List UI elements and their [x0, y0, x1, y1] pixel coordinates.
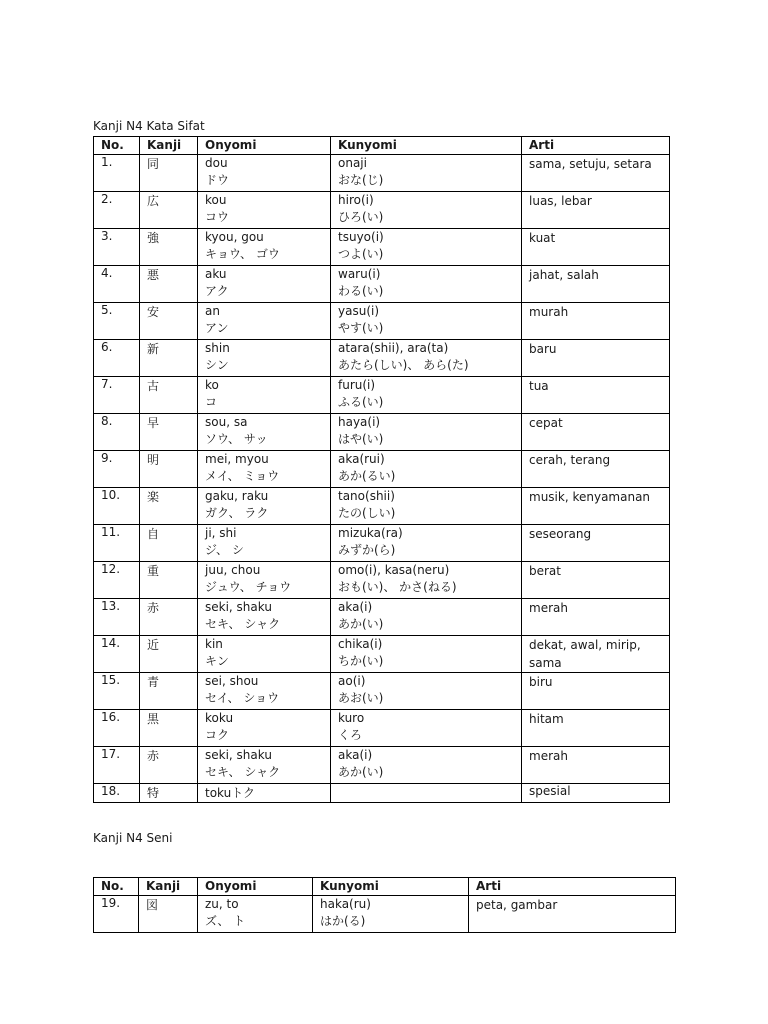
kunyomi-kana: あか(い) [338, 617, 384, 631]
header-onyomi: Onyomi [198, 137, 331, 155]
kunyomi-kana: あか(るい) [338, 469, 396, 483]
onyomi-kana: メイ、 ミョウ [205, 469, 280, 483]
kunyomi-romaji: mizuka(ra) [338, 526, 403, 540]
onyomi-cell [198, 155, 331, 192]
kunyomi-cell [331, 636, 522, 673]
row-number: 7. [94, 377, 140, 414]
onyomi-romaji: shin [205, 341, 230, 355]
onyomi-cell [198, 562, 331, 599]
arti-cell [522, 451, 670, 488]
onyomi-romaji: ko [205, 378, 219, 392]
header-onyomi: Onyomi [198, 878, 313, 896]
onyomi-cell [198, 451, 331, 488]
arti-cell [522, 266, 670, 303]
kunyomi-cell [331, 229, 522, 266]
kanji-cell: 黒 [140, 710, 198, 747]
table-row [94, 488, 670, 525]
kunyomi-cell [331, 673, 522, 710]
header-no: No. [94, 137, 140, 155]
table-row [94, 784, 670, 803]
onyomi-romaji: gaku, raku [205, 489, 269, 503]
kanji-cell: 早 [140, 414, 198, 451]
kanji-cell: 図 [139, 896, 198, 933]
table-header-row [94, 878, 676, 896]
kanji-cell: 近 [140, 636, 198, 673]
header-no: No. [94, 878, 139, 896]
table-header-row [94, 137, 670, 155]
onyomi-cell [198, 229, 331, 266]
kunyomi-romaji: tsuyo(i) [338, 230, 384, 244]
onyomi-kana: ガク、 ラク [205, 506, 269, 520]
onyomi-kana: コ [205, 395, 218, 409]
kunyomi-romaji: aka(i) [338, 748, 373, 762]
kanji-cell: 古 [140, 377, 198, 414]
table-row [94, 525, 670, 562]
kunyomi-romaji: aka(rui) [338, 452, 385, 466]
onyomi-romaji: an [205, 304, 220, 318]
onyomi-kana: ジ、 シ [205, 543, 244, 557]
table-row [94, 229, 670, 266]
onyomi-kana: アク [205, 284, 229, 298]
kunyomi-romaji: hiro(i) [338, 193, 374, 207]
kunyomi-romaji: onaji [338, 156, 367, 170]
kunyomi-cell [331, 747, 522, 784]
onyomi-cell [198, 896, 313, 933]
kanji-cell: 青 [140, 673, 198, 710]
table-row [94, 377, 670, 414]
kunyomi-kana: おな(じ) [338, 173, 384, 187]
kanji-cell: 広 [140, 192, 198, 229]
arti-text: musik, kenyamanan [529, 490, 651, 504]
arti-text: murah [529, 305, 569, 319]
row-number: 5. [94, 303, 140, 340]
onyomi-cell [198, 488, 331, 525]
row-number: 2. [94, 192, 140, 229]
kunyomi-romaji: omo(i), kasa(neru) [338, 563, 450, 577]
row-number: 3. [94, 229, 140, 266]
kunyomi-cell [331, 784, 522, 803]
onyomi-kana: ドウ [205, 173, 230, 187]
kanji-cell: 特 [140, 784, 198, 803]
onyomi-cell [198, 414, 331, 451]
kanji-table-kata-sifat [93, 136, 670, 803]
arti-text: hitam [529, 712, 564, 726]
onyomi-cell [198, 673, 331, 710]
arti-cell [522, 599, 670, 636]
table-row [94, 636, 670, 673]
onyomi-romaji: kin [205, 637, 223, 651]
table-row [94, 303, 670, 340]
arti-text: sama, setuju, setara [529, 157, 652, 171]
kunyomi-cell [331, 562, 522, 599]
kanji-cell: 強 [140, 229, 198, 266]
kunyomi-kana: あお(い) [338, 691, 384, 705]
kunyomi-romaji: chika(i) [338, 637, 383, 651]
onyomi-cell [198, 377, 331, 414]
table-row [94, 599, 670, 636]
row-number: 4. [94, 266, 140, 303]
kunyomi-cell [331, 488, 522, 525]
onyomi-cell [198, 710, 331, 747]
table-row [94, 673, 670, 710]
onyomi-romaji: seki, shaku [205, 600, 272, 614]
kanji-cell: 赤 [140, 599, 198, 636]
row-number: 13. [94, 599, 140, 636]
kanji-cell: 悪 [140, 266, 198, 303]
table-row [94, 562, 670, 599]
header-kunyomi: Kunyomi [313, 878, 469, 896]
onyomi-cell: tokuトク [198, 784, 331, 803]
onyomi-romaji: mei, myou [205, 452, 269, 466]
onyomi-cell [198, 747, 331, 784]
kunyomi-romaji: atara(shii), ara(ta) [338, 341, 449, 355]
row-number: 6. [94, 340, 140, 377]
arti-cell [522, 488, 670, 525]
arti-cell [522, 562, 670, 599]
table-row [94, 747, 670, 784]
header-arti: Arti [469, 878, 676, 896]
row-number: 8. [94, 414, 140, 451]
row-number: 19. [94, 896, 139, 933]
arti-text: merah [529, 749, 568, 763]
table-row [94, 266, 670, 303]
arti-cell [522, 525, 670, 562]
arti-cell [522, 229, 670, 266]
onyomi-kana: コウ [205, 210, 230, 224]
kunyomi-cell [331, 451, 522, 488]
kanji-cell: 重 [140, 562, 198, 599]
onyomi-cell [198, 340, 331, 377]
kunyomi-kana: ひろ(い) [338, 210, 384, 224]
table-row [94, 155, 670, 192]
kunyomi-kana: ふる(い) [338, 395, 384, 409]
section-title-seni: Kanji N4 Seni [93, 831, 173, 845]
kanji-cell: 安 [140, 303, 198, 340]
row-number: 14. [94, 636, 140, 673]
onyomi-kana: ズ、 ト [205, 914, 246, 928]
arti-text: seseorang [529, 527, 592, 541]
kunyomi-romaji: ao(i) [338, 674, 366, 688]
onyomi-romaji: seki, shaku [205, 748, 272, 762]
kanji-cell: 楽 [140, 488, 198, 525]
onyomi-romaji: juu, chou [205, 563, 261, 577]
kunyomi-kana: あたら(しい)、 あら(た) [338, 358, 469, 372]
row-number: 16. [94, 710, 140, 747]
arti-text: peta, gambar [476, 898, 558, 912]
onyomi-kana: シン [205, 358, 229, 372]
arti-text: biru [529, 675, 553, 689]
kunyomi-cell [331, 414, 522, 451]
kunyomi-romaji: yasu(i) [338, 304, 380, 318]
kunyomi-romaji: haya(i) [338, 415, 381, 429]
row-number: 15. [94, 673, 140, 710]
kunyomi-kana: おも(い)、 かさ(ねる) [338, 580, 457, 594]
kunyomi-romaji: waru(i) [338, 267, 381, 281]
table-row [94, 896, 676, 933]
header-kanji: Kanji [140, 137, 198, 155]
arti-text: cerah, terang [529, 453, 611, 467]
onyomi-romaji: zu, to [205, 897, 239, 911]
row-number: 12. [94, 562, 140, 599]
arti-cell [522, 303, 670, 340]
row-number: 11. [94, 525, 140, 562]
kunyomi-kana: わる(い) [338, 284, 384, 298]
onyomi-kana: ソウ、 サッ [205, 432, 268, 446]
kunyomi-kana: はや(い) [338, 432, 384, 446]
arti-cell [522, 414, 670, 451]
arti-cell [522, 673, 670, 710]
arti-text: tua [529, 379, 549, 393]
section-title-kata-sifat: Kanji N4 Kata Sifat [93, 119, 205, 133]
kanji-cell: 赤 [140, 747, 198, 784]
kunyomi-kana: ちか(い) [338, 654, 384, 668]
onyomi-cell [198, 303, 331, 340]
row-number: 10. [94, 488, 140, 525]
onyomi-kana: セキ、 シャク [205, 617, 281, 631]
kunyomi-romaji: tano(shii) [338, 489, 395, 503]
onyomi-cell [198, 525, 331, 562]
kunyomi-romaji: furu(i) [338, 378, 376, 392]
onyomi-cell [198, 266, 331, 303]
kunyomi-cell [331, 155, 522, 192]
onyomi-kana: セイ、 ショウ [205, 691, 280, 705]
onyomi-romaji: aku [205, 267, 227, 281]
kunyomi-cell [331, 710, 522, 747]
arti-text: kuat [529, 231, 556, 245]
kunyomi-romaji: kuro [338, 711, 365, 725]
arti-cell [522, 340, 670, 377]
kunyomi-romaji: haka(ru) [320, 897, 371, 911]
arti-cell [522, 636, 670, 673]
arti-text: berat [529, 564, 561, 578]
arti-text: dekat, awal, mirip, sama [529, 638, 641, 670]
header-arti: Arti [522, 137, 670, 155]
onyomi-cell [198, 599, 331, 636]
kunyomi-cell [331, 192, 522, 229]
row-number: 1. [94, 155, 140, 192]
kunyomi-kana: みずか(ら) [338, 543, 396, 557]
kanji-table-seni [93, 877, 676, 933]
onyomi-kana: キョウ、 ゴウ [205, 247, 280, 261]
kunyomi-kana: くろ [338, 728, 363, 742]
table-row [94, 710, 670, 747]
arti-text: baru [529, 342, 557, 356]
arti-cell [522, 747, 670, 784]
onyomi-romaji: kyou, gou [205, 230, 264, 244]
table-row [94, 414, 670, 451]
table-row [94, 192, 670, 229]
header-kanji: Kanji [139, 878, 198, 896]
onyomi-romaji: ji, shi [205, 526, 237, 540]
onyomi-kana: ジュウ、 チョウ [205, 580, 292, 594]
kunyomi-kana: たの(しい) [338, 506, 396, 520]
kanji-cell: 新 [140, 340, 198, 377]
arti-cell [522, 710, 670, 747]
kunyomi-cell [331, 377, 522, 414]
row-number: 9. [94, 451, 140, 488]
kunyomi-cell [331, 340, 522, 377]
kunyomi-kana: やす(い) [338, 321, 384, 335]
arti-cell [522, 192, 670, 229]
arti-text: luas, lebar [529, 194, 592, 208]
kunyomi-cell [313, 896, 469, 933]
kanji-cell: 同 [140, 155, 198, 192]
kunyomi-kana: はか(る) [320, 914, 366, 928]
onyomi-romaji: sei, shou [205, 674, 259, 688]
kunyomi-kana: あか(い) [338, 765, 384, 779]
kunyomi-cell [331, 303, 522, 340]
kanji-cell: 明 [140, 451, 198, 488]
arti-cell [469, 896, 676, 933]
arti-cell [522, 377, 670, 414]
onyomi-cell [198, 636, 331, 673]
onyomi-kana: セキ、 シャク [205, 765, 281, 779]
onyomi-cell [198, 192, 331, 229]
kunyomi-cell [331, 599, 522, 636]
arti-cell: spesial [522, 784, 670, 803]
onyomi-romaji: sou, sa [205, 415, 248, 429]
kunyomi-cell [331, 266, 522, 303]
header-kunyomi: Kunyomi [331, 137, 522, 155]
row-number: 17. [94, 747, 140, 784]
onyomi-romaji: dou [205, 156, 228, 170]
onyomi-romaji: kou [205, 193, 227, 207]
onyomi-kana: コク [205, 728, 230, 742]
arti-text: jahat, salah [529, 268, 599, 282]
arti-text: cepat [529, 416, 563, 430]
onyomi-kana: アン [205, 321, 229, 335]
row-number: 18. [94, 784, 140, 803]
kunyomi-kana: つよ(い) [338, 247, 384, 261]
kanji-cell: 自 [140, 525, 198, 562]
kunyomi-romaji: aka(i) [338, 600, 373, 614]
arti-cell [522, 155, 670, 192]
table-row [94, 451, 670, 488]
table-row [94, 340, 670, 377]
arti-text: merah [529, 601, 568, 615]
kunyomi-cell [331, 525, 522, 562]
onyomi-romaji: koku [205, 711, 234, 725]
onyomi-kana: キン [205, 654, 229, 668]
